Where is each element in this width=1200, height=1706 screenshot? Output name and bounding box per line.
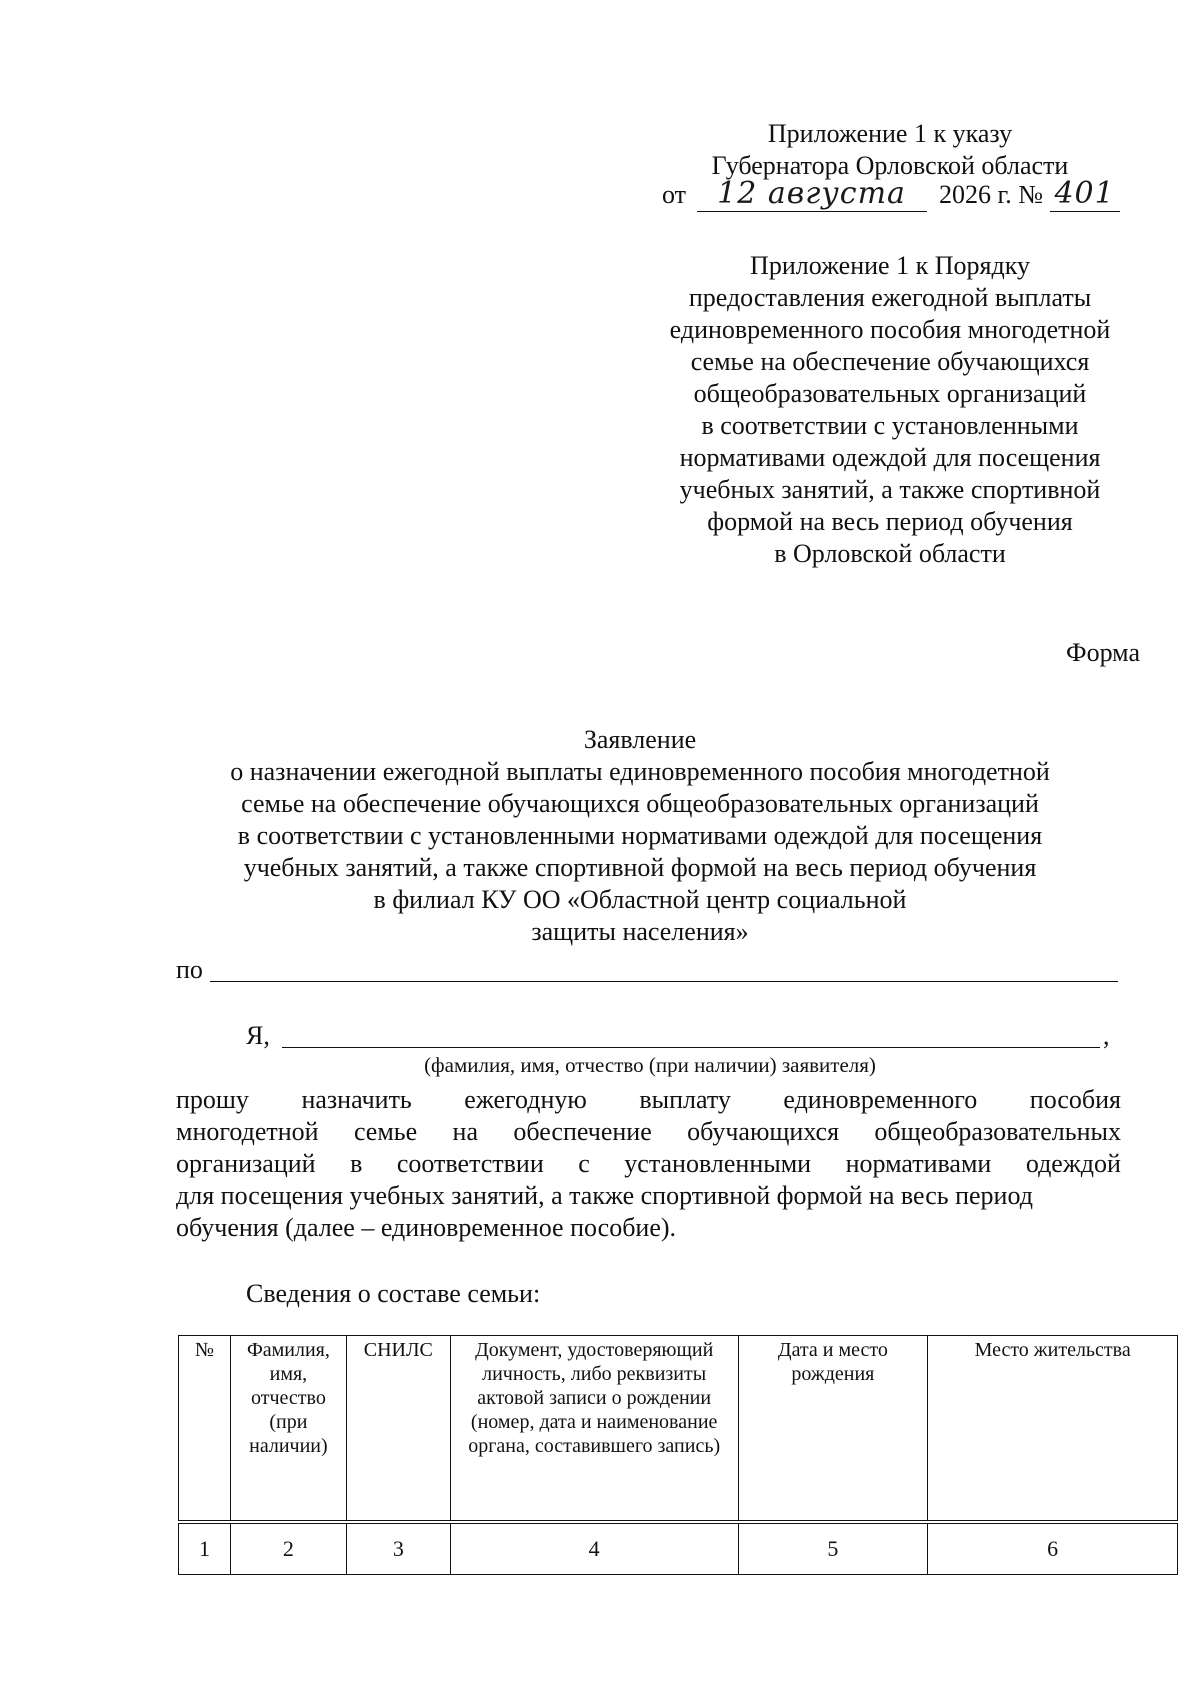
request-line: прошу назначить ежегодную выплату единовременного пособия	[176, 1085, 1121, 1114]
procedure-line: учебных занятий, а также спортивной	[679, 475, 1101, 504]
header-full-name: Фамилия, имя, отчество (при наличии)	[230, 1336, 346, 1522]
procedure-line: нормативами одеждой для посещения	[679, 443, 1101, 472]
column-number-cell: 6	[928, 1522, 1178, 1575]
decree-attachment-line2: Губернатора Орловской области	[711, 151, 1069, 180]
statement-title: Заявление	[583, 725, 697, 754]
header-number: №	[179, 1336, 231, 1522]
column-number-cell: 3	[346, 1522, 450, 1575]
po-label: по	[176, 955, 203, 984]
procedure-line: в соответствии с установленными	[701, 411, 1079, 440]
decree-attachment-line1: Приложение 1 к указу	[767, 119, 1013, 148]
column-number-cell: 4	[450, 1522, 738, 1575]
applicant-comma: ,	[1103, 1021, 1110, 1050]
procedure-attachment-block	[640, 250, 1140, 570]
decree-from-label: от	[662, 180, 687, 209]
procedure-line: предоставления ежегодной выплаты	[688, 283, 1092, 312]
header-residence: Место жительства	[928, 1336, 1178, 1522]
decree-date-line	[662, 178, 1120, 218]
header-identity-document: Документ, удостоверяющий личность, либо реквизиты актовой записи о рождении (номер, дата и наименование органа, составившего запись)	[450, 1336, 738, 1522]
table-row	[179, 1522, 1178, 1575]
statement-line: о назначении ежегодной выплаты единовременного пособия многодетной	[230, 757, 1050, 786]
header-birth-date-place: Дата и место рождения	[738, 1336, 928, 1522]
applicant-name-field[interactable]	[282, 1047, 1100, 1048]
statement-line: в филиал КУ ОО «Областной центр социальной	[373, 885, 907, 914]
handwritten-date-signature: 12 августа	[717, 176, 906, 211]
statement-line: семье на обеспечение обучающихся общеобразовательных организаций	[241, 789, 1039, 818]
procedure-line: Приложение 1 к Порядку	[750, 251, 1030, 280]
procedure-line: семье на обеспечение обучающихся	[690, 347, 1090, 376]
table-header-row	[179, 1336, 1178, 1522]
column-number-cell: 5	[738, 1522, 928, 1575]
statement-line: в соответствии с установленными нормативами одеждой для посещения	[237, 821, 1043, 850]
statement-line: защиты населения»	[531, 917, 749, 946]
procedure-line: единовременного пособия многодетной	[669, 315, 1111, 344]
request-line: многодетной семье на обеспечение обучающихся общеобразовательных	[176, 1117, 1121, 1146]
statement-block	[140, 724, 1140, 948]
column-number-cell: 1	[179, 1522, 231, 1575]
applicant-field-caption: (фамилия, имя, отчество (при наличии) заявителя)	[424, 1053, 876, 1077]
family-heading: Сведения о составе семьи:	[246, 1279, 541, 1308]
header-snils: СНИЛС	[346, 1336, 450, 1522]
column-number-cell: 2	[230, 1522, 346, 1575]
form-label: Форма	[1066, 638, 1140, 667]
procedure-line: формой на весь период обучения	[707, 507, 1073, 536]
family-table	[178, 1335, 1178, 1575]
request-paragraph	[176, 1084, 1121, 1244]
po-blank-field[interactable]	[210, 981, 1118, 982]
procedure-line: общеобразовательных организаций	[693, 379, 1087, 408]
request-line: для посещения учебных занятий, а также спортивной формой на весь период	[176, 1181, 1033, 1210]
handwritten-decree-number-signature: 401	[1054, 176, 1115, 211]
request-line: обучения (далее – единовременное пособие).	[176, 1213, 677, 1242]
request-line: организаций в соответствии с установленными нормативами одеждой	[176, 1149, 1121, 1178]
statement-line: учебных занятий, а также спортивной формой на весь период обучения	[243, 853, 1037, 882]
decree-year-number-label: 2026 г. №	[939, 180, 1044, 209]
ya-label: Я,	[246, 1021, 270, 1050]
procedure-line: в Орловской области	[774, 539, 1006, 568]
